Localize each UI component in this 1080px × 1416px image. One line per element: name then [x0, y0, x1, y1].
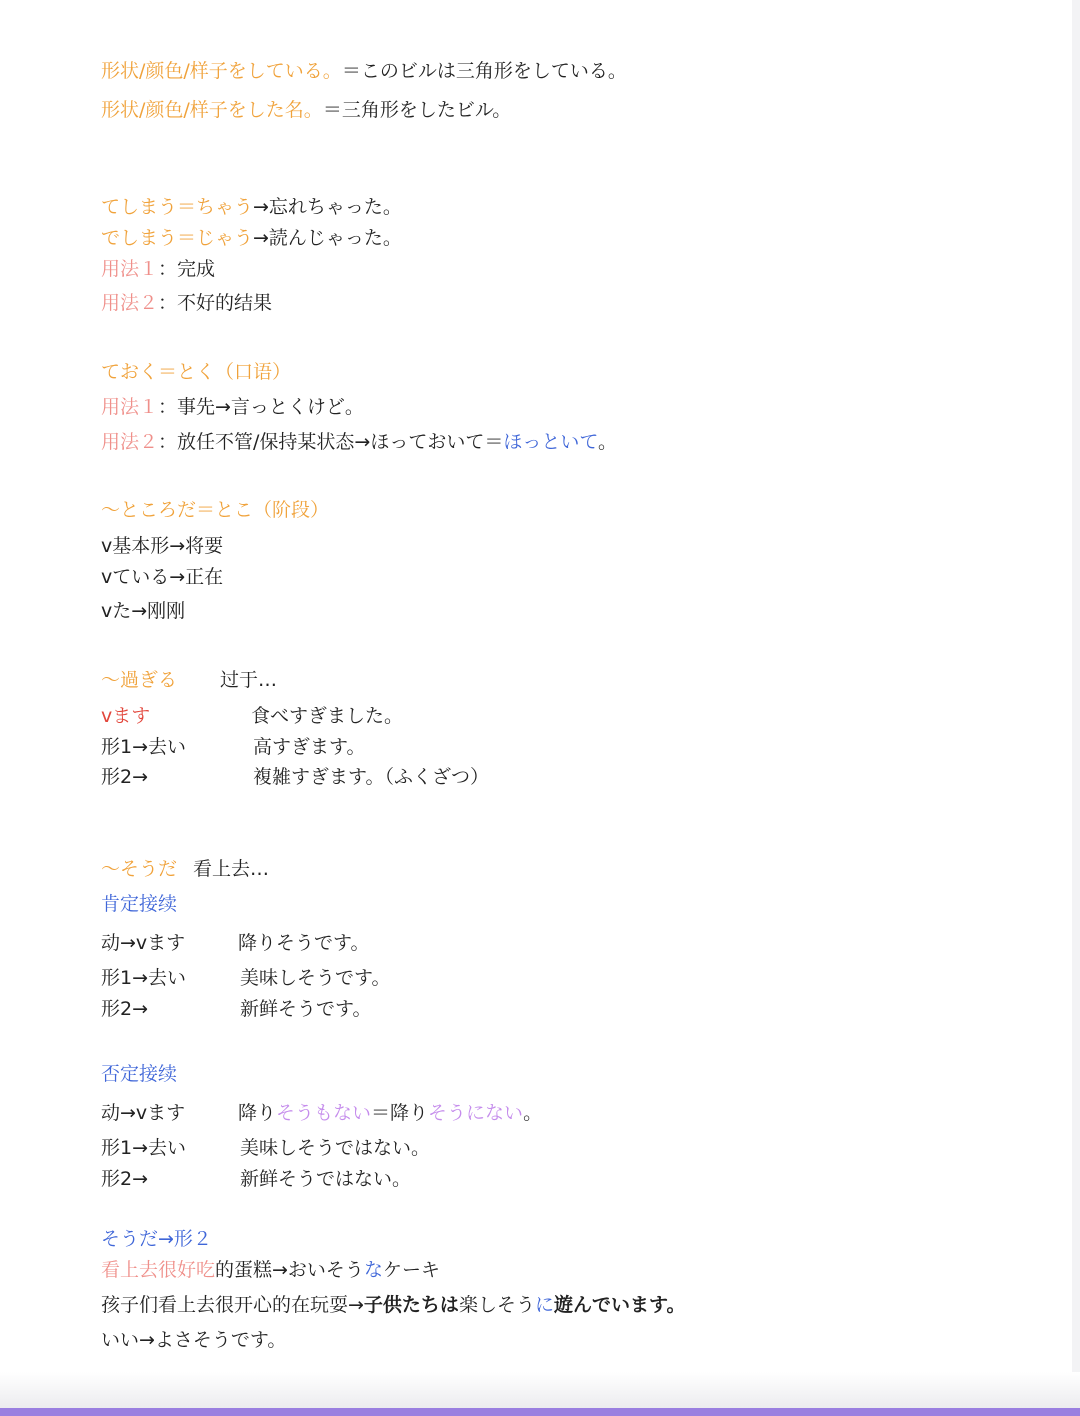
section-title-sugiru: ～過ぎる — [101, 669, 178, 691]
example-text: ＝このビルは三角形をしている。 — [341, 60, 627, 82]
pattern-label: てしまう＝ちゃう — [101, 196, 254, 218]
line-teshimau — [101, 195, 402, 219]
text-part: ＝降り — [371, 1102, 429, 1124]
example-text: →忘れちゃった。 — [253, 196, 402, 218]
text-part: 楽しそう — [458, 1294, 535, 1316]
bold-text: 子供たちは — [363, 1294, 459, 1316]
section-title-tokoroda: ～ところだ＝とこ（阶段） — [101, 499, 330, 521]
section-meaning: 看上去… — [193, 858, 270, 880]
row-right: 美味しそうです。 — [240, 967, 391, 989]
row-right: 複雑すぎます。（ふくざつ） — [253, 766, 489, 788]
line-shape-color-noun — [101, 98, 511, 122]
row-right: 降りそうです。 — [238, 932, 370, 954]
row-right: 食べすぎました。 — [251, 705, 404, 727]
subheading-negative: 否定接续 — [101, 1063, 178, 1085]
usage-label: 用法１ — [101, 258, 159, 280]
pattern-label: 形状/颜色/样子をした名。 — [101, 99, 323, 121]
period: 。 — [523, 1102, 543, 1124]
row-left: 形2→ — [101, 766, 149, 788]
line-usage-2 — [101, 430, 617, 454]
pattern-label: 形状/颜色/样子をしている。 — [101, 60, 342, 82]
highlight-text: な — [363, 1259, 383, 1281]
usage-text: ：放任不管/保持某状态→ほっておいて＝ — [158, 431, 504, 453]
row-right: 高すぎます。 — [253, 736, 366, 758]
example-line — [101, 1258, 440, 1282]
highlight-text: に — [534, 1294, 554, 1316]
pattern-label: でしまう＝じゃう — [101, 227, 254, 249]
row-left: 形1→去い — [101, 967, 187, 989]
text-part: 的蛋糕→おいそう — [215, 1259, 364, 1281]
line-item: vている→正在 — [101, 566, 224, 588]
line-item: v基本形→将要 — [101, 535, 224, 557]
line-usage-1 — [101, 395, 364, 419]
bottom-accent-bar — [0, 1408, 1080, 1416]
highlight-text: そうもない — [276, 1102, 372, 1124]
line-usage-1 — [101, 257, 215, 281]
text-part: 降り — [238, 1102, 277, 1124]
row-right: 新鲜そうではない。 — [240, 1168, 412, 1190]
line-usage-2 — [101, 291, 272, 315]
row-left: 动→vます — [101, 1102, 186, 1124]
usage-label: 用法２ — [101, 431, 159, 453]
example-text: →読んじゃった。 — [253, 227, 402, 249]
row-left: 形2→ — [101, 998, 149, 1020]
subheading-affirmative: 肯定接续 — [101, 893, 178, 915]
example-line: いい→よさそうです。 — [101, 1329, 287, 1351]
usage-text: ：事先→言っとくけど。 — [158, 396, 364, 418]
line-deshimau — [101, 226, 402, 250]
section-title-teoku: ておく＝とく（口语） — [101, 361, 292, 383]
bold-text: 遊んでいます — [553, 1294, 667, 1316]
usage-text: ：不好的结果 — [158, 292, 273, 314]
highlight-text: 看上去很好吃 — [101, 1259, 216, 1281]
row-left: vます — [101, 705, 151, 727]
row-left: 形1→去い — [101, 1137, 187, 1159]
highlight-text: ほっといて — [503, 431, 598, 453]
usage-label: 用法２ — [101, 292, 159, 314]
line-shape-color-state — [101, 59, 627, 83]
period: 。 — [666, 1294, 686, 1316]
usage-label: 用法１ — [101, 396, 159, 418]
row-left: 形2→ — [101, 1168, 149, 1190]
row-left: 动→vます — [101, 932, 186, 954]
period: 。 — [597, 431, 617, 453]
row-right: 新鲜そうです。 — [240, 998, 372, 1020]
section-title-souda-adj2: そうだ→形２ — [101, 1228, 212, 1250]
row-right — [238, 1101, 542, 1125]
example-line — [101, 1293, 685, 1317]
usage-text: ：完成 — [158, 258, 216, 280]
scrollbar-track[interactable] — [1072, 0, 1080, 1408]
section-meaning: 过于… — [220, 669, 278, 691]
text-part: 孩子们看上去很开心的在玩耍→ — [101, 1294, 364, 1316]
text-part: ケーキ — [382, 1259, 440, 1281]
section-title-souda: ～そうだ — [101, 858, 178, 880]
highlight-text: そうにない — [428, 1102, 524, 1124]
row-right: 美味しそうではない。 — [240, 1137, 431, 1159]
example-text: ＝三角形をしたビル。 — [322, 99, 512, 121]
row-left: 形1→去い — [101, 736, 187, 758]
bottom-fade — [0, 1372, 1080, 1408]
line-item: vた→刚刚 — [101, 600, 186, 622]
